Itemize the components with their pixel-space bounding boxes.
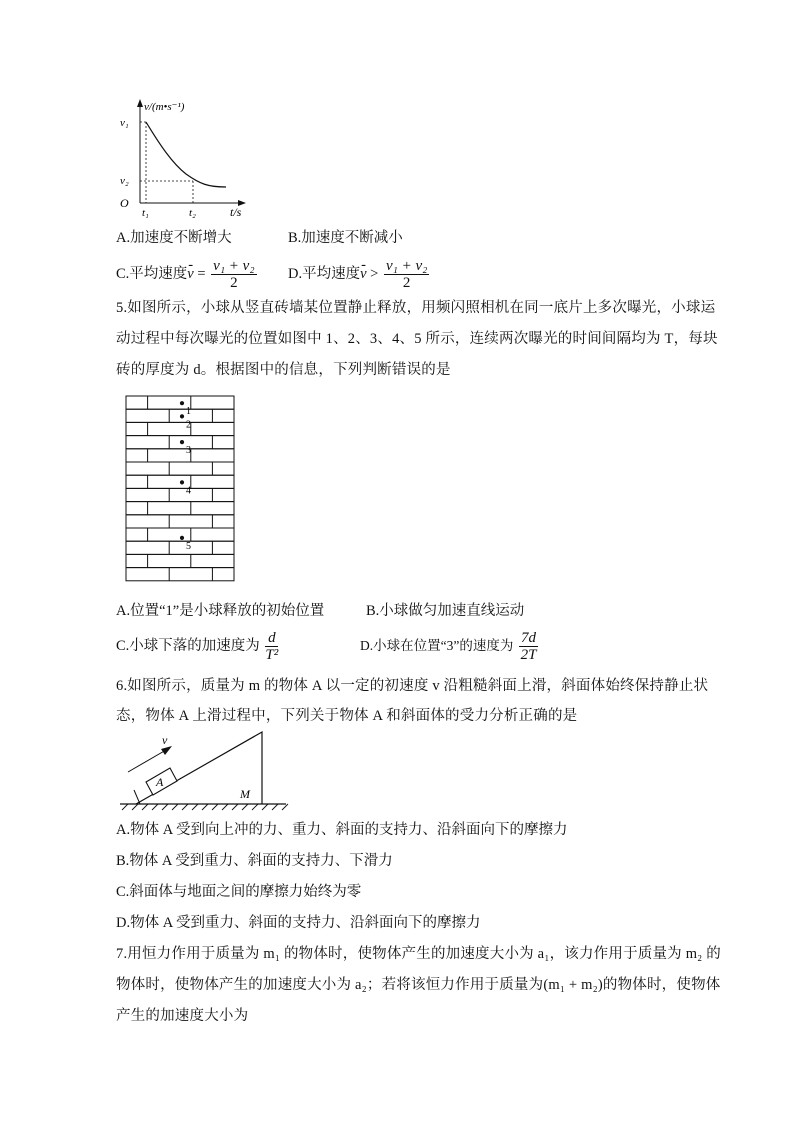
q6-option-b[interactable]: B.物体 A 受到重力、斜面的支持力、下滑力	[116, 853, 393, 869]
fraction-numerator: v₁ + v₂	[385, 258, 428, 274]
q7-stem-line-3: 产生的加速度大小为	[116, 1008, 249, 1024]
ball-position-3	[180, 440, 184, 444]
ball-position-5	[180, 536, 184, 540]
ball-position-label-5: 5	[186, 540, 191, 552]
incline-figure	[116, 728, 292, 812]
q4-option-c[interactable]	[116, 258, 259, 291]
q5-option-d-fraction	[519, 630, 538, 663]
fraction-denominator: 2	[230, 275, 238, 291]
q6-stem-line-2: 态，物体 A 上滑过程中，下列关于物体 A 和斜面体的受力分析正确的是	[116, 708, 578, 724]
q5-stem-line-3: 砖的厚度为 d。根据图中的信息，下列判断错误的是	[116, 362, 451, 378]
fraction-denominator: 2T	[520, 647, 537, 663]
q4-option-c-prefix: C.平均速度	[116, 265, 188, 282]
brick-row	[126, 488, 234, 501]
fraction-numerator: v₁ + v₂	[213, 258, 255, 274]
q5-option-c-prefix: C.小球下落的加速度为	[116, 637, 260, 654]
ball-position-label-1: 1	[186, 406, 191, 418]
velocity-label: v	[162, 733, 168, 747]
block-a-label: A	[156, 775, 164, 789]
t1-label: t₁	[142, 207, 149, 219]
ball-position-label-4: 4	[186, 485, 191, 497]
q4-option-d-fraction	[384, 258, 429, 291]
q6-option-a[interactable]: A.物体 A 受到向上冲的力、重力、斜面的支持力、沿斜面向下的摩擦力	[116, 822, 568, 838]
t2-label: t₂	[189, 207, 196, 219]
q5-option-d[interactable]	[360, 630, 540, 663]
ball-position-4	[180, 480, 184, 484]
brick-row	[126, 528, 234, 541]
q7-stem-line-2: 物体时，使物体产生的加速度大小为 a₂；若将该恒力作用于质量为(m₁ + m₂)的物体时，使物体	[116, 977, 721, 993]
brick-row	[126, 541, 234, 554]
q4-option-a[interactable]: A.加速度不断增大	[116, 230, 232, 246]
y-axis-label: v/(m•s⁻¹)	[144, 101, 185, 113]
average-velocity-symbol: - v	[187, 266, 193, 282]
ball-position-label-2: 2	[186, 419, 191, 431]
q4-option-d-prefix: D.平均速度	[288, 265, 361, 282]
brick-row	[126, 449, 234, 462]
q5-stem-line-2: 动过程中每次曝光的位置如图中 1、2、3、4、5 所示，连续两次曝光的时间间隔均为 T，每块	[116, 331, 718, 347]
q4-option-c-fraction	[211, 258, 256, 291]
average-velocity-symbol: - v	[360, 266, 366, 282]
q5-option-a[interactable]: A.位置“1”是小球释放的初始位置	[116, 603, 325, 619]
equals-sign: =	[197, 265, 206, 282]
fraction-numerator: 7d	[520, 630, 536, 646]
ball-position-1	[180, 401, 184, 405]
q5-option-c[interactable]	[116, 630, 280, 663]
fraction-denominator: 2	[402, 275, 411, 291]
q6-option-c[interactable]: C.斜面体与地面之间的摩擦力始终为零	[116, 884, 362, 900]
brick-wall-figure	[124, 394, 236, 590]
q5-stem-line-1: 5.如图所示，小球从竖直砖墙某位置静止释放，用频闪照相机在同一底片上多次曝光，小球运	[116, 300, 716, 316]
v1-label: v₁	[120, 117, 129, 129]
brick-row	[126, 515, 234, 528]
incline-m-label: M	[240, 787, 250, 801]
velocity-time-graph	[112, 95, 252, 220]
q5-option-c-fraction	[265, 630, 278, 663]
fraction-numerator: d	[265, 630, 278, 647]
x-axis-label: t/s	[230, 205, 242, 219]
q6-option-d[interactable]: D.物体 A 受到重力、斜面的支持力、沿斜面向下的摩擦力	[116, 915, 481, 931]
brick-row	[126, 554, 234, 567]
ball-position-2	[180, 414, 184, 418]
brick-row	[126, 422, 234, 435]
fraction-denominator: T²	[265, 647, 279, 663]
brick-row	[126, 502, 234, 515]
brick-row	[126, 462, 234, 475]
q7-stem-line-1: 7.用恒力作用于质量为 m₁ 的物体时，使物体产生的加速度大小为 a₁，该力作用于质量为 m₂ 的	[116, 946, 721, 962]
brick-row	[126, 568, 234, 581]
v2-label: v₂	[120, 175, 129, 187]
q5-option-b[interactable]: B.小球做匀加速直线运动	[366, 603, 525, 619]
ball-position-label-3: 3	[186, 445, 191, 457]
q4-option-b[interactable]: B.加速度不断减小	[288, 230, 403, 246]
origin-label: O	[120, 196, 129, 210]
q6-stem-line-1: 6.如图所示，质量为 m 的物体 A 以一定的初速度 v 沿粗糙斜面上滑，斜面体始终保持静止状	[116, 678, 709, 694]
q5-option-d-prefix: D.小球在位置“3”的速度为	[360, 637, 514, 653]
q4-option-d[interactable]	[288, 258, 431, 291]
greater-than-sign: >	[370, 265, 379, 282]
